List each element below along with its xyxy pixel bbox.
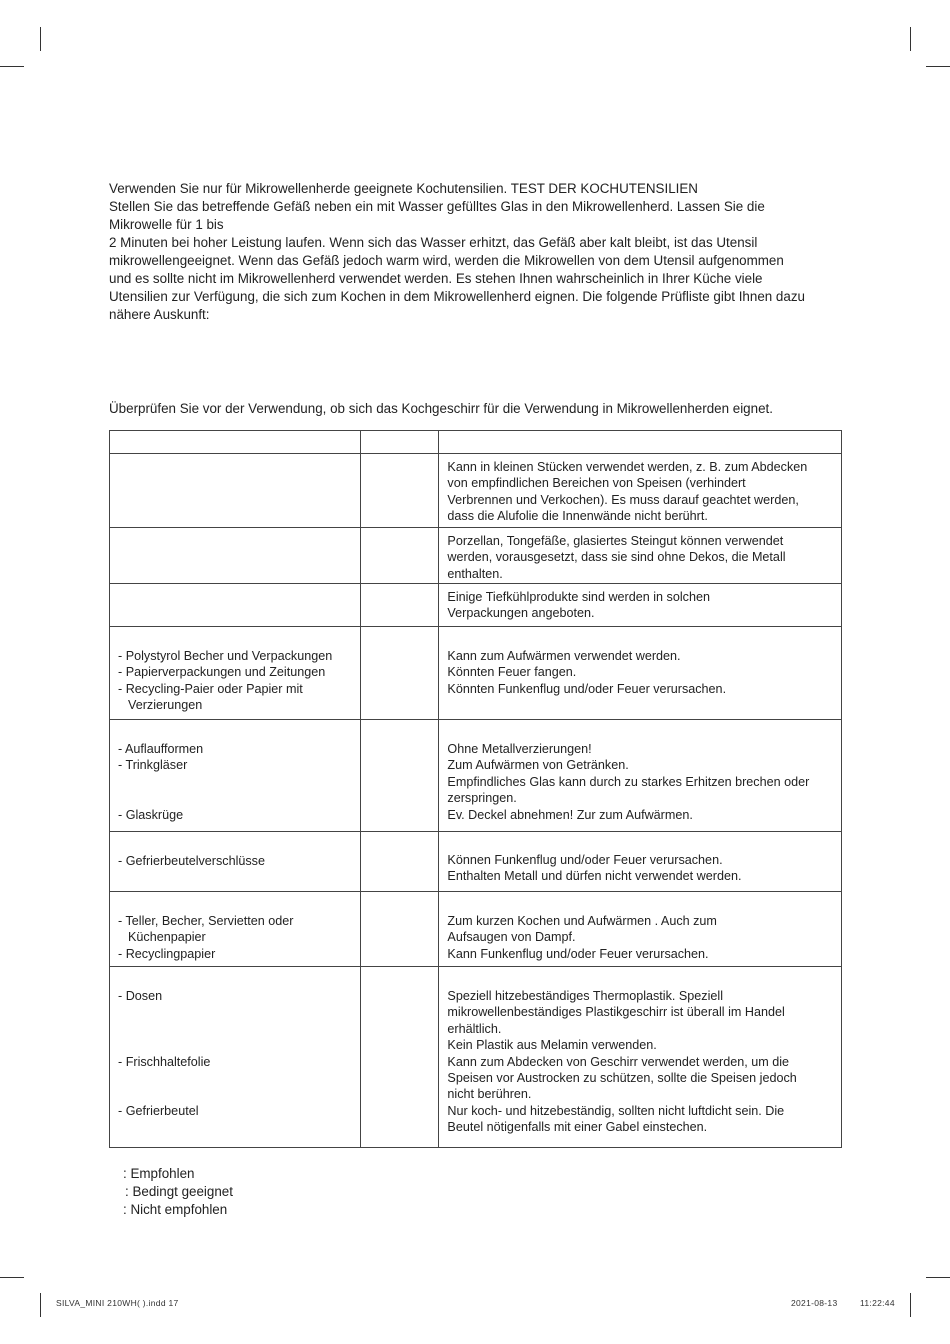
cookware-table (109, 430, 842, 1148)
cookware-cell (110, 627, 361, 720)
cookware-line: - Recycling-Paier oder Papier mit (118, 681, 303, 696)
comment-line: Enthalten Metall und dürfen nicht verwendet werden. (447, 869, 742, 884)
comment-cell (439, 967, 842, 1148)
cookware-cell (110, 892, 361, 967)
comment-line: Einige Tiefkühlprodukte sind werden in solchen (447, 590, 710, 604)
suitability-cell (361, 528, 439, 584)
comment-line: werden, vorausgesetzt, dass sie sind ohne Dekos, die Metall (447, 550, 786, 565)
cookware-line: - Dosen (118, 989, 163, 1003)
cookware-line: - Teller, Becher, Servietten oder (118, 914, 294, 928)
intro-line: mikrowellengeeignet. Wenn das Gefäß jedoch warm wird, werden die Mikrowellen von dem Utensil aufgenommen (109, 253, 784, 268)
comment-line: Porzellan, Tongefäße, glasiertes Steingut können verwendet (447, 534, 784, 548)
comment-line: Zum Aufwärmen von Getränken. (447, 758, 629, 773)
comment-cell (439, 627, 842, 720)
table-row (110, 967, 842, 1148)
comment-cell (439, 832, 842, 892)
comment-line: erhältlich. (447, 1021, 502, 1036)
intro-line: nähere Auskunft: (109, 307, 210, 322)
comment-line: Kann zum Abdecken von Geschirr verwendet werden, um die (447, 1054, 790, 1069)
comment-line: Speisen vor Austrocken zu schützen, sollte die Speisen jedoch (447, 1071, 797, 1086)
comment-cell (439, 892, 842, 967)
legend-recommended: : Empfohlen (123, 1166, 195, 1181)
comment-line: Könnten Feuer fangen. (447, 665, 577, 680)
cookware-cell (110, 528, 361, 584)
comment-cell (439, 454, 842, 528)
comment-line: zerspringen. (447, 791, 517, 806)
legend-conditionally-suitable: : Bedingt geeignet (125, 1184, 233, 1199)
cookware-line: Verzierungen (128, 698, 203, 713)
footer-time: 11:22:44 (860, 1298, 895, 1308)
comment-line: Zum kurzen Kochen und Aufwärmen . Auch zum (447, 914, 717, 928)
table-row (110, 832, 842, 892)
comment-line: von empfindlichen Bereichen von Speisen (verhindert (447, 476, 746, 491)
cookware-cell (110, 584, 361, 627)
comment-cell (439, 720, 842, 832)
suitability-cell (361, 832, 439, 892)
header-cell-cookware (110, 431, 361, 454)
cookware-line: - Polystyrol Becher und Verpackungen (118, 649, 333, 663)
comment-cell (439, 584, 842, 627)
comment-line: Verbrennen und Verkochen). Es muss darauf geachtet werden, (447, 492, 799, 507)
comment-line: Verpackungen angeboten. (447, 606, 595, 621)
comment-line: Kann in kleinen Stücken verwendet werden, z. B. zum Abdecken (447, 460, 808, 474)
table-row (110, 454, 842, 528)
crop-mark-bottom-left-horizontal (0, 1277, 24, 1278)
comment-line: mikrowellenbeständiges Plastikgeschirr ist überall im Handel (447, 1005, 785, 1020)
crop-mark-top-left-vertical (40, 27, 41, 51)
cookware-line: - Gefrierbeutelverschlüsse (118, 854, 265, 868)
table-row (110, 892, 842, 967)
intro-paragraph (109, 180, 844, 324)
suitability-cell (361, 627, 439, 720)
cookware-line: - Frischhaltefolie (118, 1054, 211, 1069)
footer-date: 2021-08-13 (791, 1298, 838, 1308)
comment-line: Können Funkenflug und/oder Feuer verursachen. (447, 853, 723, 867)
cookware-line: - Glaskrüge (118, 807, 184, 822)
cookware-line: - Papierverpackungen und Zeitungen (118, 665, 326, 680)
check-instruction: Überprüfen Sie vor der Verwendung, ob sich das Kochgeschirr für die Verwendung in Mikrowellenherden eignet. (109, 401, 773, 416)
cookware-line: Küchenpapier (128, 930, 206, 945)
comment-line: Ohne Metallverzierungen! (447, 742, 592, 756)
header-cell-suitability (361, 431, 439, 454)
footer-file-info: SILVA_MINI 210WH( ).indd 17 (56, 1298, 179, 1308)
table-row (110, 627, 842, 720)
intro-line: Stellen Sie das betreffende Gefäß neben ein mit Wasser gefülltes Glas in den Mikrowellenherd. Lassen Sie die (109, 199, 765, 214)
comment-line: Aufsaugen von Dampf. (447, 930, 576, 945)
comment-line: nicht berühren. (447, 1087, 532, 1102)
cookware-line: - Gefrierbeutel (118, 1103, 199, 1118)
cookware-cell (110, 720, 361, 832)
legend-not-recommended: : Nicht empfohlen (123, 1202, 228, 1217)
crop-mark-top-right-vertical (910, 27, 911, 51)
suitability-cell (361, 892, 439, 967)
cookware-cell (110, 832, 361, 892)
cookware-line: - Trinkgläser (118, 758, 188, 773)
comment-line: Kein Plastik aus Melamin verwenden. (447, 1038, 657, 1053)
legend (123, 1165, 233, 1219)
crop-mark-top-right-horizontal (926, 66, 950, 67)
comment-cell (439, 528, 842, 584)
comment-line: Empfindliches Glas kann durch zu starkes Erhitzen brechen oder (447, 774, 810, 789)
intro-line: Verwenden Sie nur für Mikrowellenherde geeignete Kochutensilien. TEST DER KOCHUTENSILIEN (109, 181, 698, 196)
table-row (110, 528, 842, 584)
table-row (110, 584, 842, 627)
intro-line: Utensilien zur Verfügung, die sich zum Kochen in dem Mikrowellenherd eignen. Die folgende Prüfliste gibt Ihnen dazu (109, 289, 805, 304)
table-header-row (110, 431, 842, 454)
crop-mark-bottom-right-horizontal (926, 1277, 950, 1278)
cookware-line: - Recyclingpapier (118, 946, 216, 961)
cookware-line: - Auflaufformen (118, 742, 204, 756)
suitability-cell (361, 967, 439, 1148)
comment-line: Beutel nötigenfalls mit einer Gabel einstechen. (447, 1120, 708, 1135)
comment-line: Nur koch- und hitzebeständig, sollten nicht luftdicht sein. Die (447, 1103, 785, 1118)
crop-mark-top-left-horizontal (0, 66, 24, 67)
cookware-cell (110, 454, 361, 528)
header-cell-comments (439, 431, 842, 454)
intro-line: Mikrowelle für 1 bis (109, 217, 224, 232)
table-row (110, 720, 842, 832)
comment-line: Ev. Deckel abnehmen! Zur zum Aufwärmen. (447, 807, 693, 822)
comment-line: Könnten Funkenflug und/oder Feuer verursachen. (447, 681, 727, 696)
intro-line: und es sollte nicht im Mikrowellenherd verwendet werden. Es stehen Ihnen wahrscheinlich in Ihrer Küche viele (109, 271, 763, 286)
crop-mark-bottom-left-vertical (40, 1293, 41, 1317)
comment-line: Speziell hitzebeständiges Thermoplastik. Speziell (447, 989, 724, 1003)
comment-line: enthalten. (447, 566, 503, 581)
suitability-cell (361, 584, 439, 627)
crop-mark-bottom-right-vertical (910, 1293, 911, 1317)
suitability-cell (361, 454, 439, 528)
suitability-cell (361, 720, 439, 832)
comment-line: Kann zum Aufwärmen verwendet werden. (447, 649, 681, 663)
cookware-cell (110, 967, 361, 1148)
intro-line: 2 Minuten bei hoher Leistung laufen. Wenn sich das Wasser erhitzt, das Gefäß aber kalt bleibt, ist das Utensil (109, 235, 758, 250)
comment-line: Kann Funkenflug und/oder Feuer verursachen. (447, 946, 709, 961)
comment-line: dass die Alufolie die Innenwände nicht berührt. (447, 509, 708, 524)
